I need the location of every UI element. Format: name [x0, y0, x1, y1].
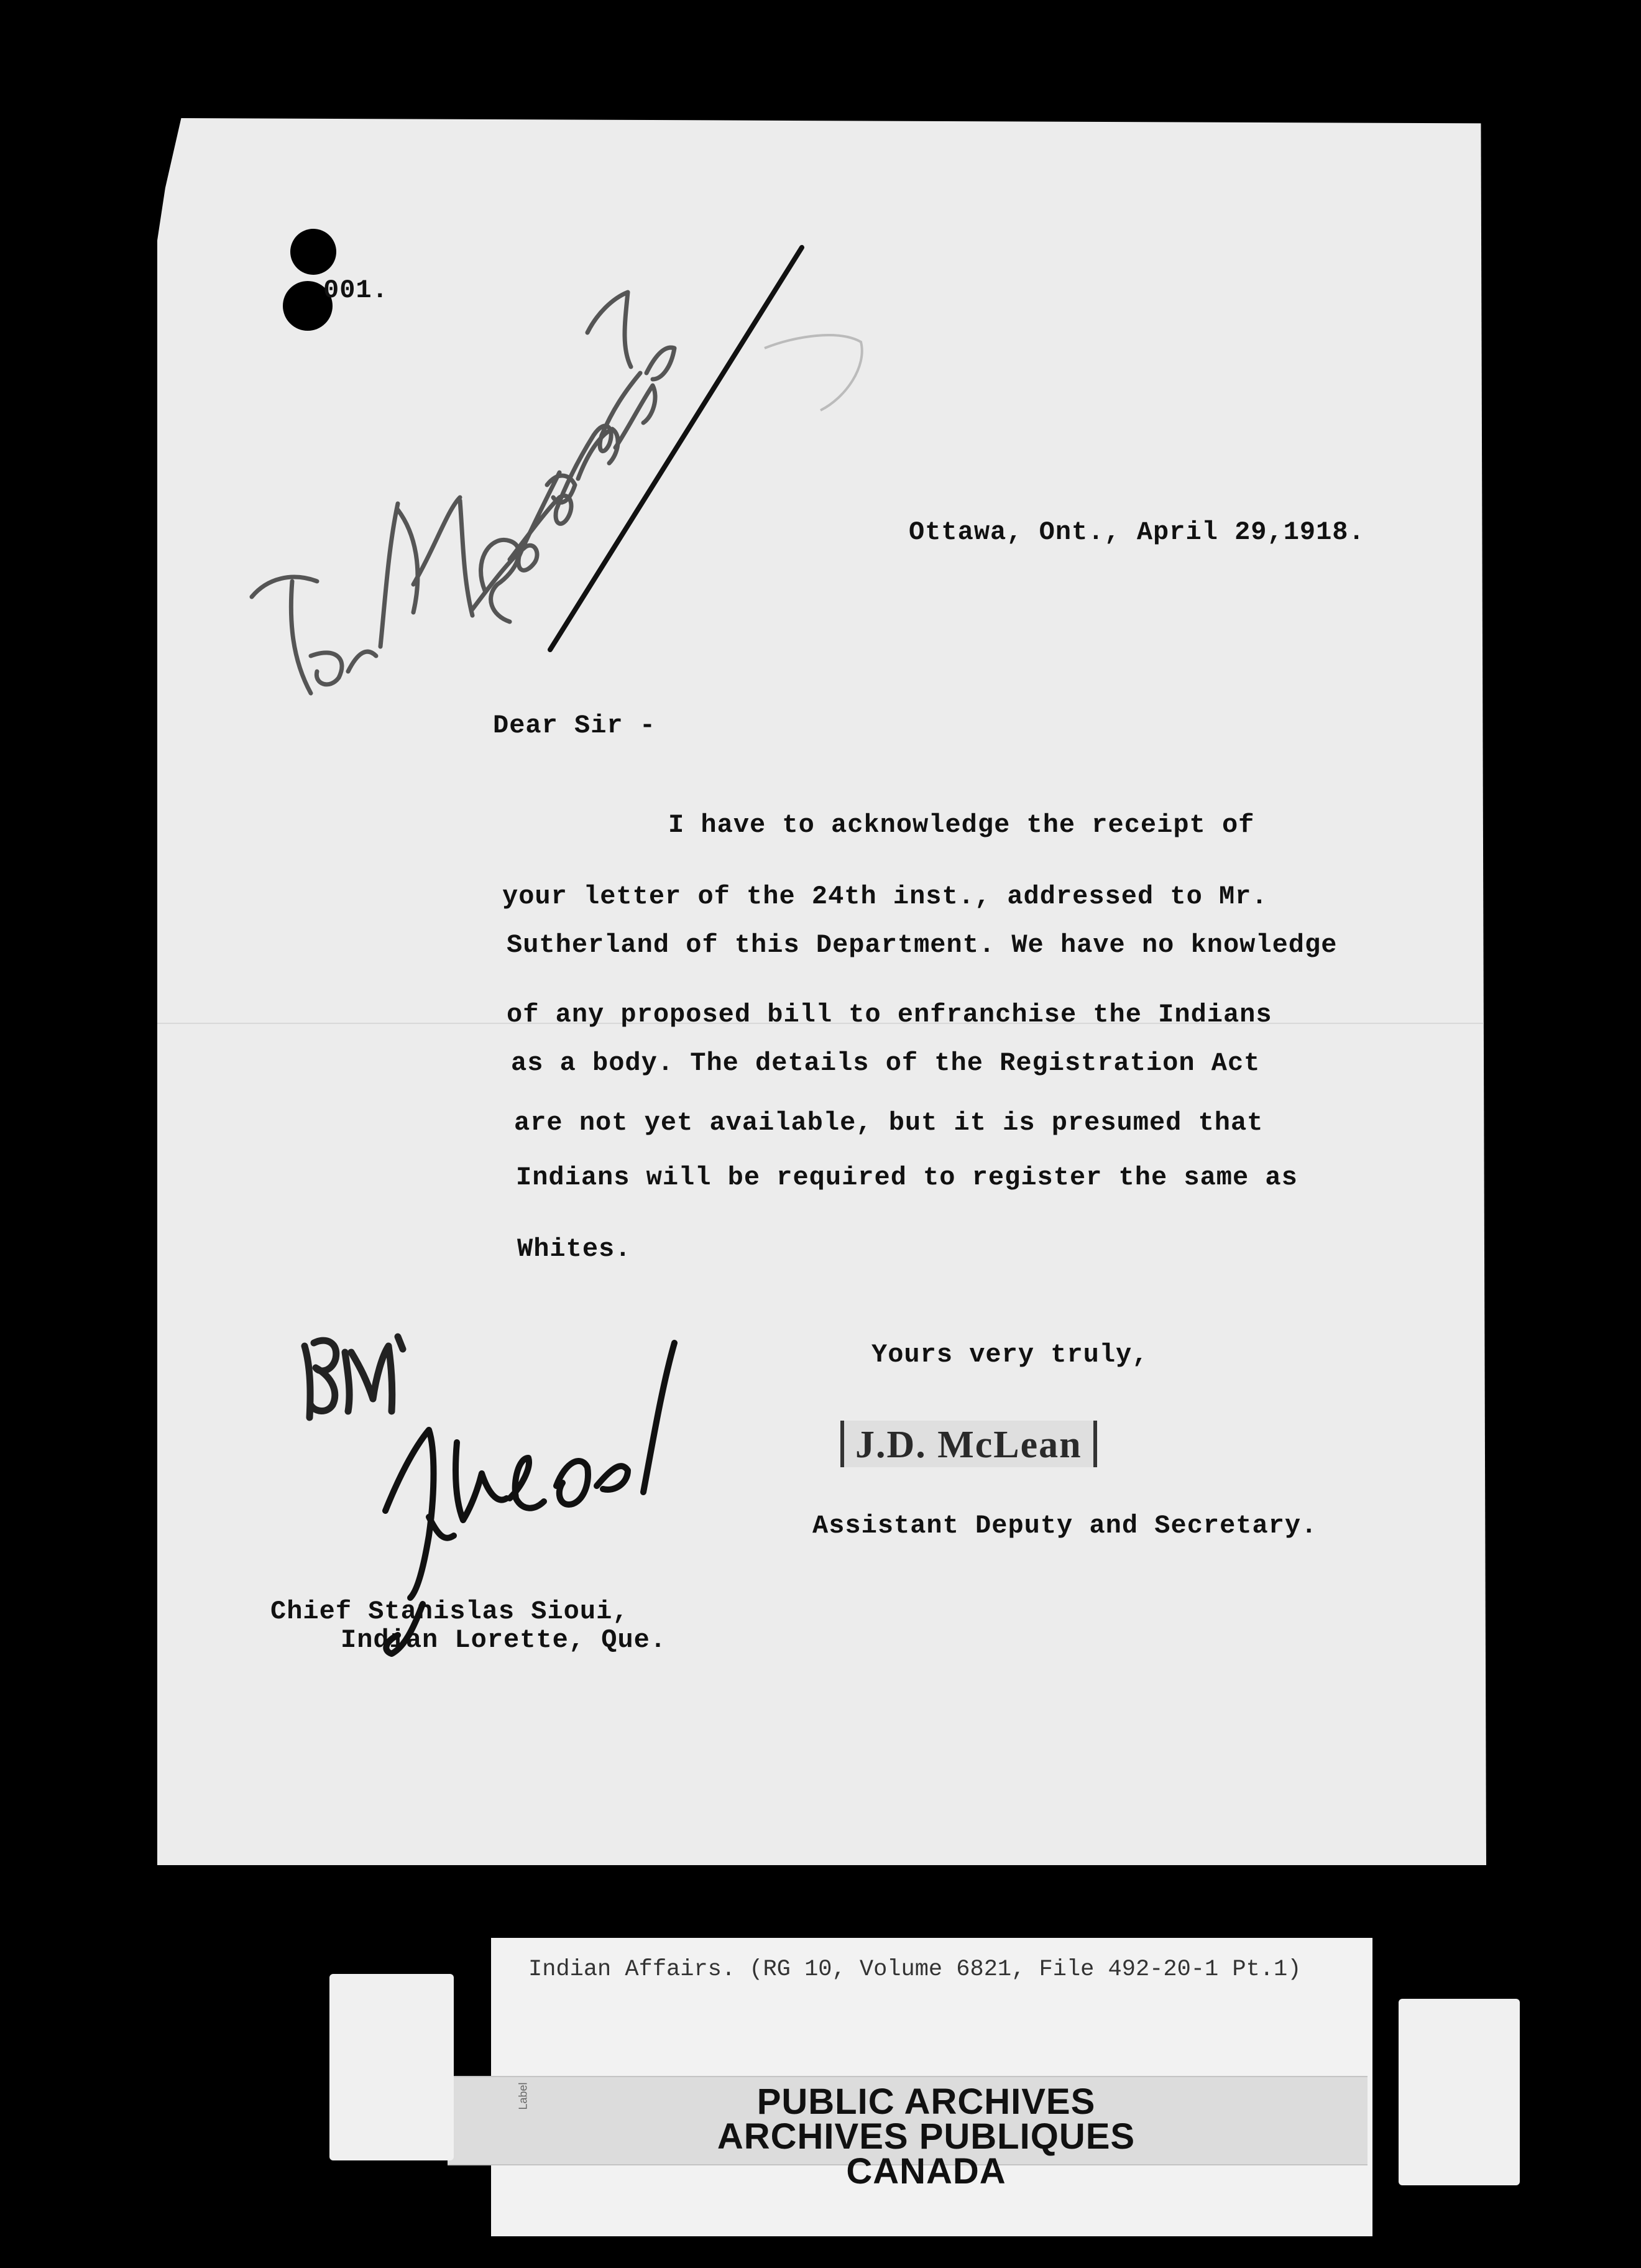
archive-label-right-tab: [1399, 1999, 1520, 2185]
file-number: 001.: [323, 275, 388, 305]
body-line: I have to acknowledge the receipt of: [668, 810, 1255, 840]
signature-stamp: J.D. McLean: [840, 1421, 1097, 1467]
punch-hole-top: [290, 229, 336, 275]
body-line: Indians will be required to register the same as: [516, 1163, 1298, 1192]
body-line: are not yet available, but it is presumed that: [514, 1108, 1264, 1138]
body-line: of any proposed bill to enfranchise the Indians: [507, 1000, 1272, 1030]
salutation: Dear Sir -: [493, 711, 656, 740]
date-line: Ottawa, Ont., April 29,1918.: [909, 517, 1365, 547]
body-line: Sutherland of this Department. We have no knowledge: [507, 930, 1338, 960]
signatory-title: Assistant Deputy and Secretary.: [812, 1511, 1318, 1541]
closing: Yours very truly,: [871, 1340, 1149, 1370]
archive-label-left-tab: [329, 1974, 454, 2160]
archives-title-line: CANADA: [846, 2151, 1006, 2192]
archive-reference: Indian Affairs. (RG 10, Volume 6821, File 492-20-1 Pt.1): [528, 1957, 1302, 1983]
body-line: Whites.: [517, 1234, 632, 1264]
body-line: your letter of the 24th inst., addressed to Mr.: [502, 882, 1268, 911]
body-line: as a body. The details of the Registration Act: [511, 1048, 1261, 1078]
tape-label-note: Label: [517, 2082, 530, 2110]
archives-title-line: ARCHIVES PUBLIQUES: [717, 2116, 1136, 2157]
archive-label: [491, 1938, 1372, 2236]
recipient-name: Chief Stanislas Sioui,: [270, 1597, 629, 1626]
archives-title: [615, 2081, 1237, 2192]
archives-title-line: PUBLIC ARCHIVES: [756, 2081, 1096, 2122]
recipient-address: Indian Lorette, Que.: [341, 1625, 667, 1655]
